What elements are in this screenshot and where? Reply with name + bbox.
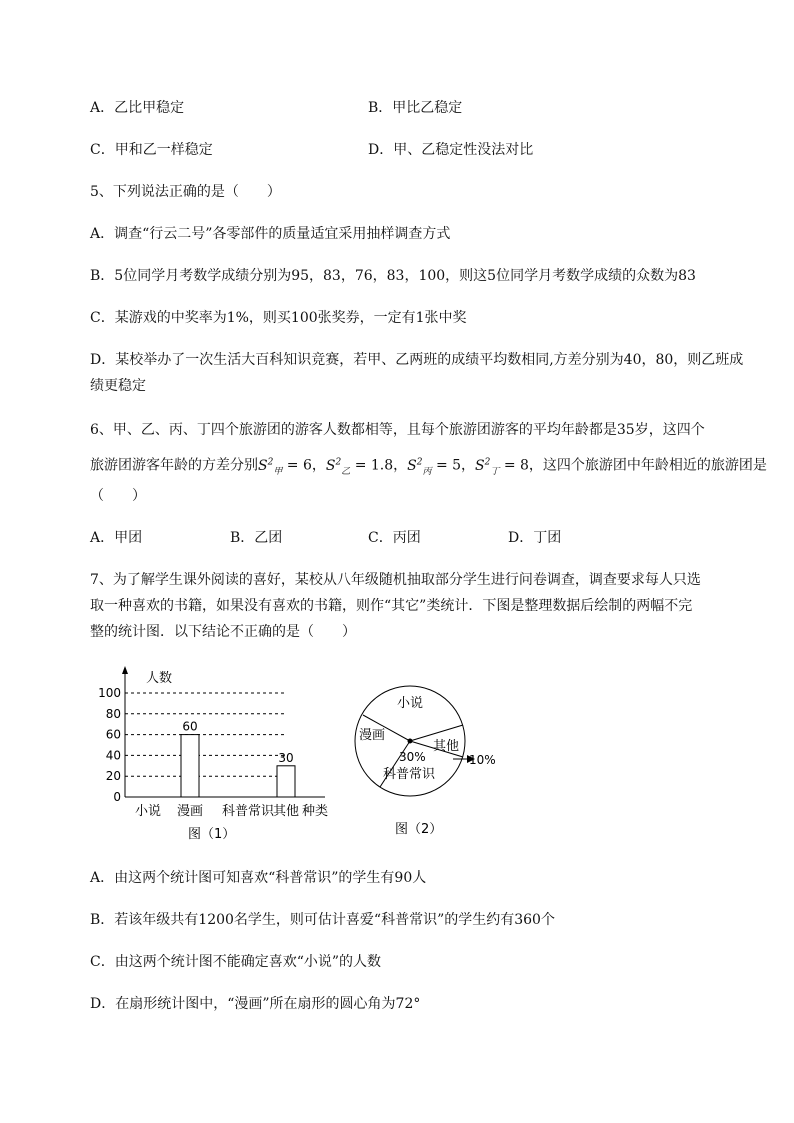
variance-bing-value: = 5 [435,457,462,474]
q6-line2-prefix: 旅游团游客年龄的方差分别 [90,457,258,474]
y-axis-title: 人数 [146,671,173,686]
pie-label-other: 其他 [433,739,460,754]
pie-label-science: 科普常识 [383,767,436,782]
y-tick-label: 40 [105,748,121,763]
bar-gridlines [125,693,285,776]
q6-line2-suffix: ，这四个旅游团中年龄相近的旅游团是 [528,457,767,474]
figure-1-caption: 图（1） [188,827,236,842]
q4-option-a: A．乙比甲稳定 [90,100,185,116]
variance-jia: $S^2_甲$ [258,457,283,477]
variance-bing: $S^2_丙$ [407,457,432,477]
variance-ding: $S^2_丁$ [475,457,500,477]
bar [277,766,295,797]
x-axis-title: 种类 [302,804,329,819]
q5-option-d: D．某校举办了一次生活大百科知识竞赛，若甲、乙两班的成绩平均数相同,方差分别为40，80，则乙班成绩更稳定 [90,352,744,394]
y-tick-label: 60 [105,727,121,742]
y-tick-label: 20 [105,769,121,784]
bars [181,735,295,797]
q5-option-a: A．调查“行云二号”各零部件的质量适宜采用抽样调查方式 [90,226,451,242]
y-tick-labels [98,686,121,804]
figure-2-caption: 图（2） [395,822,443,837]
x-category-labels [135,803,299,819]
q7-option-a: A．由这两个统计图可知喜欢“科普常识”的学生有90人 [90,870,427,886]
q4-option-b: B．甲比乙稳定 [368,100,463,116]
q6-option-b: B．乙团 [230,530,283,546]
pie-label-comic: 漫画 [359,728,386,743]
q6-option-d: D．丁团 [508,530,562,546]
pie-science-percent: 30% [399,750,426,764]
y-tick-label: 100 [98,686,121,700]
q7-option-c: C．由这两个统计图不能确定喜欢“小说”的人数 [90,954,382,970]
q6-stem-line2: 旅游团游客年龄的方差分别$S^2_甲 = 6$，$S^2_乙 = 1.8$，$S^2_丙 = 5$，$S^2_丁 = 8$，这四个旅游团中年龄相近的旅游团是 [90,457,767,477]
variance-yi: $S^2_乙$ [325,457,351,477]
x-category-label: 小说 [134,804,162,819]
q4-option-d: D．甲、乙稳定性没法对比 [368,142,534,158]
q7-stem-line3: 整的统计图．以下结论不正确的是（ ） [90,624,356,640]
y-axis-arrow [122,666,128,674]
q5-stem: 5、下列说法正确的是（ ） [90,184,281,200]
variance-yi-value: = 1.8 [354,457,394,474]
q7-stem-line2: 取一种喜欢的书籍，如果没有喜欢的书籍，则作“其它”类统计．下图是整理数据后绘制的两幅不完 [90,598,693,614]
bar [181,735,199,797]
q6-option-c: C．丙团 [368,530,421,546]
variance-jia-value: = 6 [286,457,312,474]
q6-stem-line3: （ ） [90,488,146,504]
bar-data-label: 30 [278,750,294,765]
q6-stem-line1: 6、甲、乙、丙、丁四个旅游团的游客人数都相等，且每个旅游团游客的平均年龄都是35岁，这四个 [90,422,705,438]
bar-chart [90,660,350,850]
pie-label-novel: 小说 [397,696,424,711]
q7-stem-line1: 7、为了解学生课外阅读的喜好，某校从八年级随机抽取部分学生进行问卷调查，调查要求每人只选 [90,572,701,588]
pie-chart [345,675,525,845]
pie-center-dot [408,739,413,744]
x-category-label: 漫画 [176,804,204,819]
q7-option-d: D．在扇形统计图中，“漫画”所在扇形的圆心角为72° [90,996,421,1012]
x-category-label: 科普常识 [221,804,275,819]
y-tick-label: 80 [105,706,121,721]
q7-option-b: B．若该年级共有1200名学生，则可估计喜爱“科普常识”的学生约有360个 [90,912,555,928]
y-tick-label: 0 [113,790,121,804]
variance-ding-value: = 8 [503,457,529,474]
q5-option-c: C．某游戏的中奖率为1%，则买100张奖券，一定有1张中奖 [90,310,467,326]
x-category-label: 其他 [272,804,300,819]
q6-option-a: A．甲团 [90,530,143,546]
q5-option-b: B．5位同学月考数学成绩分别为95，83，76，83，100，则这5位同学月考数学成绩的众数为83 [90,268,696,284]
q4-option-c: C．甲和乙一样稳定 [90,142,213,158]
bar-data-label: 60 [182,719,198,734]
pie-other-percent: 10% [469,753,496,767]
